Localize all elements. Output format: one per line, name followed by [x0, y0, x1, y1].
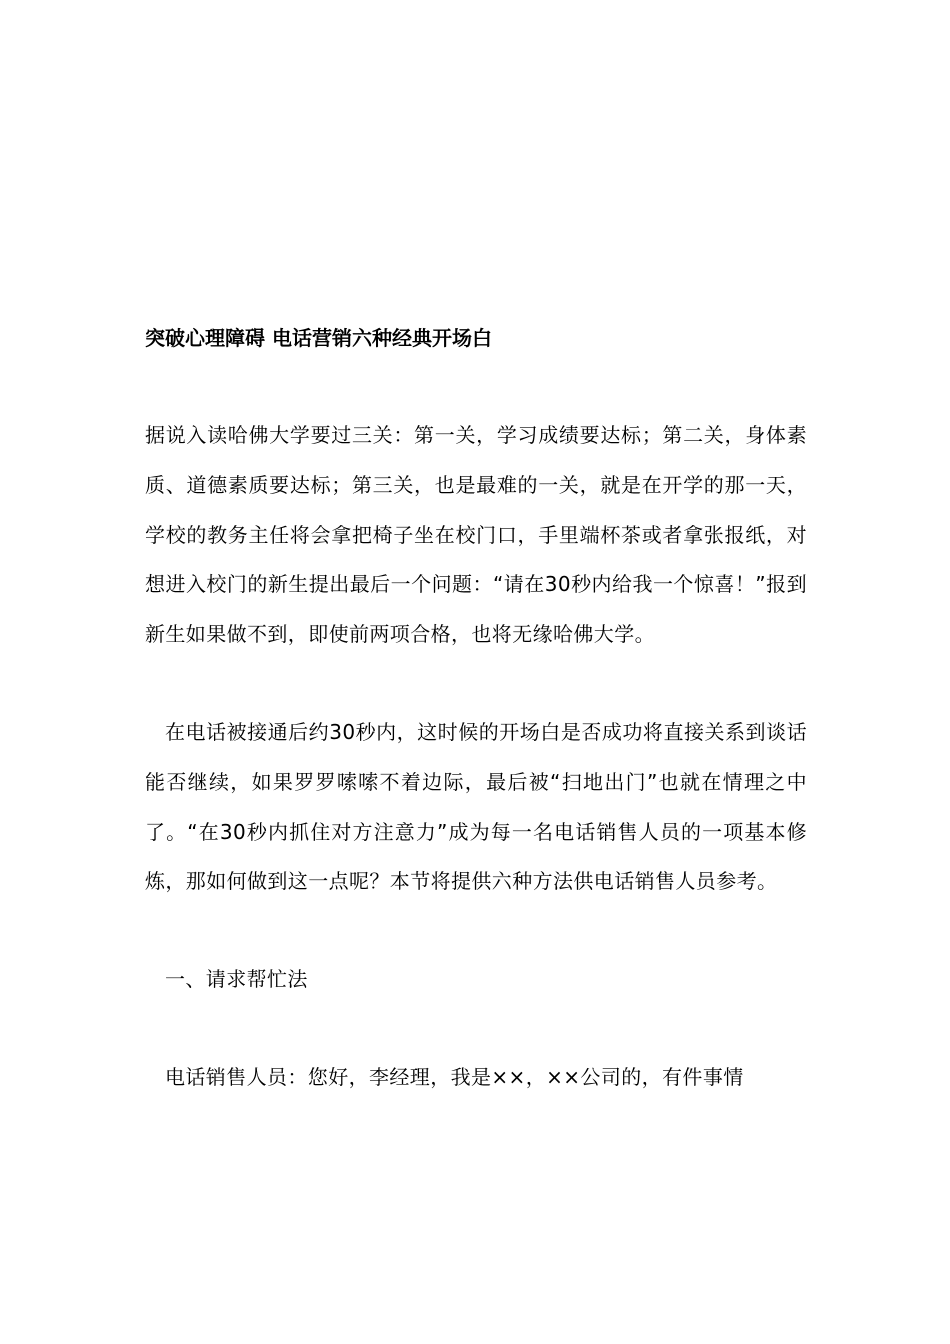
document-title: 突破心理障碍 电话营销六种经典开场白 — [145, 326, 492, 350]
document-body — [145, 320, 807, 1103]
dialogue-paragraph: 电话销售人员：您好，李经理，我是××，××公司的，有件事情 — [165, 1064, 744, 1089]
context-paragraph: 在电话被接通后约30秒内，这时候的开场白是否成功将直接关系到谈话能否继续，如果罗罗嗦嗦不着边际，最后被“扫地出门”也就在情理之中了。“在30秒内抓住对方注意力”成为每一名电话销售人员的一项基本修炼，那如何做到这一点呢？本节将提供六种方法供电话销售人员参考。 — [145, 719, 807, 894]
intro-paragraph: 据说入读哈佛大学要过三关：第一关，学习成绩要达标；第二关，身体素质、道德素质要达标；第三关，也是最难的一关，就是在开学的那一天，学校的教务主任将会拿把椅子坐在校门口，手里端杯茶或者拿张报纸，对想进入校门的新生提出最后一个问题：“请在30秒内给我一个惊喜！”报到新生如果做不到，即使前两项合格，也将无缘哈佛大学。 — [145, 423, 807, 647]
section-heading: 一、请求帮忙法 — [165, 967, 308, 992]
